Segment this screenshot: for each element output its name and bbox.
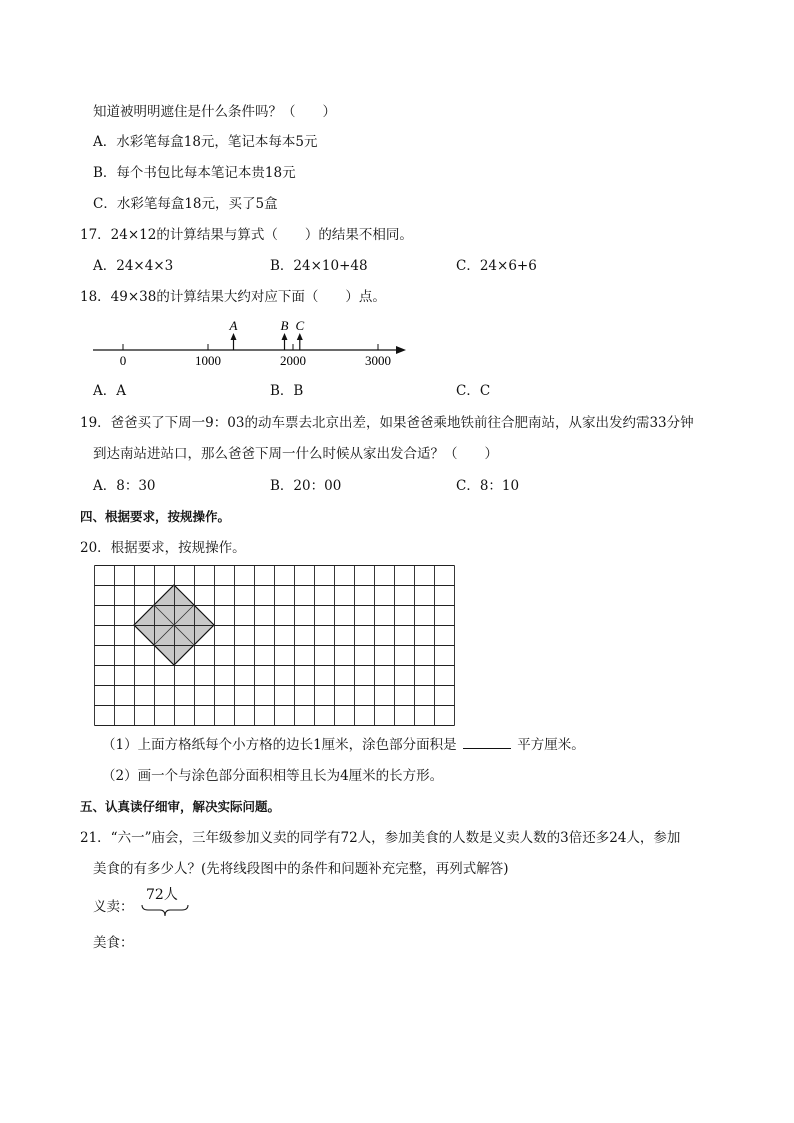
number-line-tick-label: 2000	[280, 353, 306, 368]
section4-title: 四、根据要求，按规操作。	[80, 509, 231, 524]
q20-sub1-text: （1）上面方格纸每个小方格的边长1厘米，涂色部分面积是	[102, 737, 457, 753]
q20-sub2: （2）画一个与涂色部分面积相等且长为4厘米的长方形。	[102, 768, 444, 784]
q19-stem-line2: 到达南站进站口，那么爸爸下周一什么时候从家出发合适？（ ）	[93, 446, 498, 462]
section5-title: 五、认真读仔细审，解决实际问题。	[80, 799, 281, 814]
number-line-point-label: A	[229, 318, 238, 333]
number-line-tick-label: 0	[119, 353, 127, 368]
q18-option-b[interactable]: B．B	[270, 383, 304, 399]
q20-answer-blank[interactable]	[463, 736, 511, 749]
number-line-point-label: C	[295, 318, 305, 333]
grid-paper[interactable]	[94, 565, 456, 727]
q17-option-a[interactable]: A．24×4×3	[93, 258, 174, 274]
number-line-arrow	[396, 346, 406, 354]
q21-row1-label: 义卖：	[93, 899, 134, 915]
q17-option-c[interactable]: C．24×6+6	[456, 258, 537, 274]
q20-sub1-unit: 平方厘米。	[517, 737, 585, 753]
number-line-point-arrowhead	[231, 333, 237, 340]
q20-sub1	[102, 736, 585, 754]
number-line-point-arrowhead	[297, 333, 303, 340]
q17-option-b[interactable]: B．24×10+48	[270, 258, 368, 274]
q19-stem-line1: 19．爸爸买了下周一9：03的动车票去北京出差，如果爸爸乘地铁前往合肥南站，从家出发约需33分钟	[80, 415, 694, 431]
q21-stem-line1: 21．“六一”庙会，三年级参加义卖的同学有72人，参加美食的人数是义卖人数的3倍还多24人，参加	[80, 830, 681, 846]
q21-brace-label: 72人	[146, 887, 178, 903]
q17-stem: 17．24×12的计算结果与算式（ ）的结果不相同。	[80, 227, 413, 243]
q19-option-a[interactable]: A．8：30	[93, 478, 156, 494]
q19-option-b[interactable]: B．20：00	[270, 478, 342, 494]
q18-option-c[interactable]: C．C	[456, 383, 491, 399]
number-line-tick-label: 1000	[195, 353, 221, 368]
q21-row2-label: 美食：	[93, 935, 134, 951]
number-line-point-label: B	[280, 318, 289, 333]
number-line-tick-label: 3000	[365, 353, 391, 368]
q16-option-a[interactable]: A．水彩笔每盒18元，笔记本每本5元	[93, 134, 318, 150]
q21-stem-line2: 美食的有多少人？(先将线段图中的条件和问题补充完整，再列式解答)	[93, 861, 509, 877]
q20-stem: 20．根据要求，按规操作。	[80, 540, 246, 556]
number-line-point-arrowhead	[282, 333, 288, 340]
q16-stem: 知道被明明遮住是什么条件吗？（ ）	[93, 104, 336, 120]
q18-option-a[interactable]: A．A	[93, 383, 126, 399]
number-line	[88, 318, 418, 370]
q16-option-c[interactable]: C．水彩笔每盒18元，买了5盒	[93, 196, 278, 212]
q18-stem: 18．49×38的计算结果大约对应下面（ ）点。	[80, 289, 386, 305]
q16-option-b[interactable]: B．每个书包比每本笔记本贵18元	[93, 165, 296, 181]
q19-option-c[interactable]: C．8：10	[456, 478, 520, 494]
segment-brace	[140, 903, 190, 919]
